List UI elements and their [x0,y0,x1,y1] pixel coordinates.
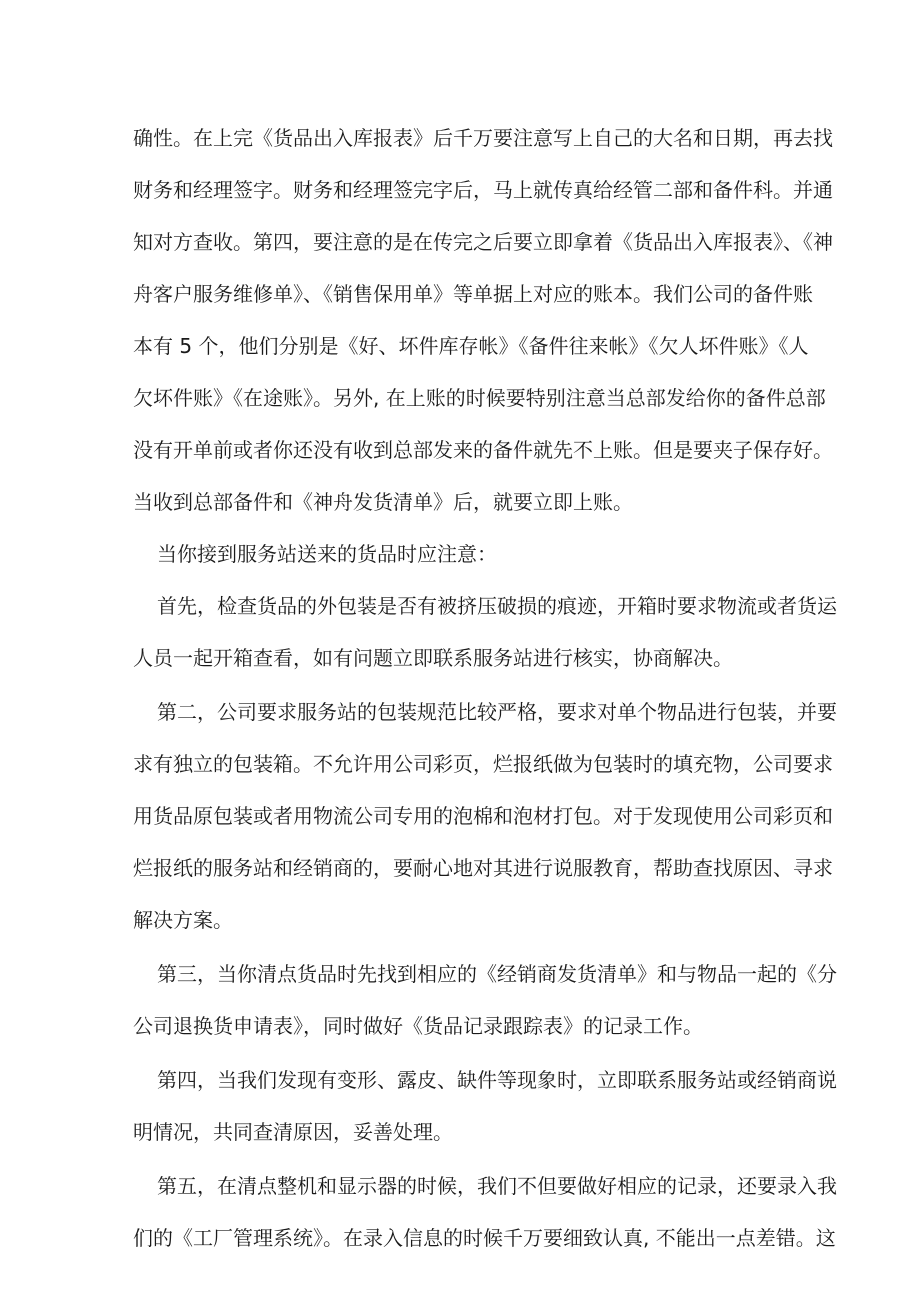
text-line: 没有开单前或者你还没有收到总部发来的备件就先不上账。但是要夹子保存好。 [133,438,833,462]
text-line: 知对方查收。第四，要注意的是在传完之后要立即拿着《货品出入库报表》、《神 [133,230,833,254]
text-line: 确性。在上完《货品出入库报表》后千万要注意写上自己的大名和日期，再去找 [133,126,833,150]
text-line: 第三，当你清点货品时先找到相应的《经销商发货清单》和与物品一起的《分 [157,962,837,986]
text-line: 人员一起开箱查看，如有问题立即联系服务站进行核实，协商解决。 [133,646,733,670]
text-line: 当你接到服务站送来的货品时应注意： [157,542,497,566]
text-line: 第四，当我们发现有变形、露皮、缺件等现象时，立即联系服务站或经销商说 [157,1068,837,1092]
text-line: 财务和经理签字。财务和经理签完字后，马上就传真给经管二部和备件科。并通 [133,178,833,202]
text-line: 公司退换货申请表》，同时做好《货品记录跟踪表》的记录工作。 [133,1014,703,1038]
text-line: 第二，公司要求服务站的包装规范比较严格，要求对单个物品进行包装，并要 [157,700,837,724]
text-line: 求有独立的包装箱。不允许用公司彩页，烂报纸做为包装时的填充物，公司要求 [133,752,833,776]
text-line: 当收到总部备件和《神舟发货清单》后，就要立即上账。 [133,490,633,514]
text-line: 解决方案。 [133,908,233,932]
text-line: 用货品原包装或者用物流公司专用的泡棉和泡材打包。对于发现使用公司彩页和 [133,804,833,828]
text-line: 舟客户服务维修单》、《销售保用单》等单据上对应的账本。我们公司的备件账 [133,282,813,306]
text-line: 明情况，共同查清原因，妥善处理。 [133,1120,453,1144]
text-line: 欠坏件账》《在途账》。另外, 在上账的时候要特别注意当总部发给你的备件总部 [133,386,826,410]
text-line: 们的《工厂管理系统》。在录入信息的时候千万要细致认真, 不能出一点差错。这 [133,1226,836,1250]
text-line: 本有 5 个，他们分别是《好、坏件库存帐》《备件往来帐》《欠人坏件账》《人 [133,334,809,358]
text-line: 第五，在清点整机和显示器的时候，我们不但要做好相应的记录，还要录入我 [157,1174,837,1198]
text-line: 烂报纸的服务站和经销商的，要耐心地对其进行说服教育，帮助查找原因、寻求 [133,856,833,880]
text-line: 首先，检查货品的外包装是否有被挤压破损的痕迹，开箱时要求物流或者货运 [157,594,837,618]
